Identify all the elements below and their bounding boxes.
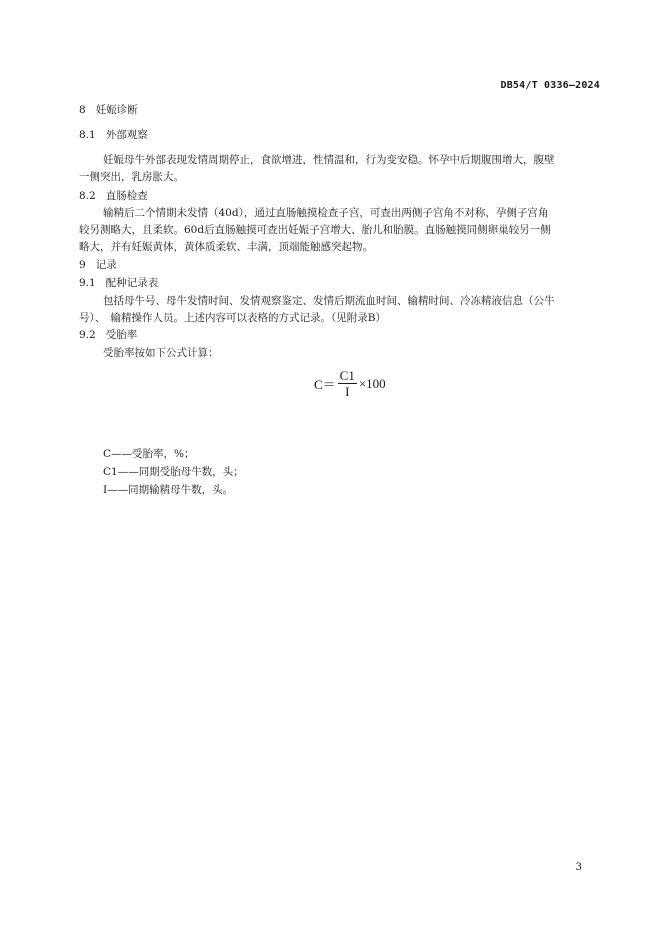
formula-fraction: [338, 368, 357, 399]
paragraph-line: 一侧突出，乳房胀大。: [79, 171, 184, 183]
formula-legend-item: C1——同期受胎母牛数，头；: [103, 466, 244, 478]
section-title: 妊娠诊断: [95, 104, 138, 116]
paragraph-line: 略大，并有妊娠黄体，黄体质柔软、丰满，顶端能触感突起物。: [79, 241, 373, 253]
section-number: 9: [79, 259, 86, 271]
section-title: 外部观察: [105, 129, 148, 141]
section-title: 直肠检查: [105, 190, 148, 202]
section-9-1-heading: [79, 276, 158, 291]
section-9-2-heading: [79, 328, 137, 343]
paragraph-line: 输精后二个情期未发情（40d），通过直肠触摸检查子宫，可查出两侧子宫角不对称，孕侧子宫角: [103, 207, 549, 219]
section-number: 8.2: [79, 190, 96, 202]
paragraph-line: 包括母牛号、母牛发情时间、发情观察鉴定、发情后期流血时间、输精时间、冷冻精液信息（公牛: [103, 295, 555, 307]
formula-legend-item: C——受胎率，%；: [103, 448, 195, 460]
page-number: 3: [575, 862, 582, 873]
section-number: 9.1: [79, 277, 96, 289]
paragraph-line: 号）、 输精操作人员。上述内容可以表格的方式记录。（见附录B）: [79, 312, 386, 324]
section-8-2-heading: [79, 189, 148, 204]
section-title: 受胎率: [105, 329, 138, 341]
section-number: 9.2: [79, 329, 96, 341]
formula-rhs: ×100: [358, 375, 386, 391]
section-number: 8: [79, 104, 86, 116]
paragraph-line: 较另测略大，且柔软。60d后直肠触摸可查出妊娠子宫增大、胎儿和胎膜。直肠触摸同侧卵巢较另一侧: [79, 224, 551, 236]
section-number: 8.1: [79, 129, 96, 141]
section-9-heading: [79, 258, 117, 273]
conception-rate-formula: [314, 368, 386, 399]
section-title: 配种记录表: [105, 277, 159, 289]
formula-numerator: C1: [339, 368, 355, 383]
paragraph-line: 妊娠母牛外部表现发情周期停止，食欲增进，性情温和，行为变安稳。怀孕中后期腹围增大，腹壁: [103, 154, 555, 166]
formula-denominator: I: [345, 384, 350, 399]
section-8-1-heading: [79, 128, 148, 143]
formula-intro: 受胎率按如下公式计算：: [103, 347, 219, 359]
formula-legend-item: I——同期输精母牛数，头。: [103, 484, 234, 496]
standard-code: DB54/T 0336—2024: [500, 80, 600, 91]
formula-lhs: C＝: [314, 377, 336, 392]
section-8-heading: [79, 103, 138, 118]
section-title: 记录: [95, 259, 117, 271]
